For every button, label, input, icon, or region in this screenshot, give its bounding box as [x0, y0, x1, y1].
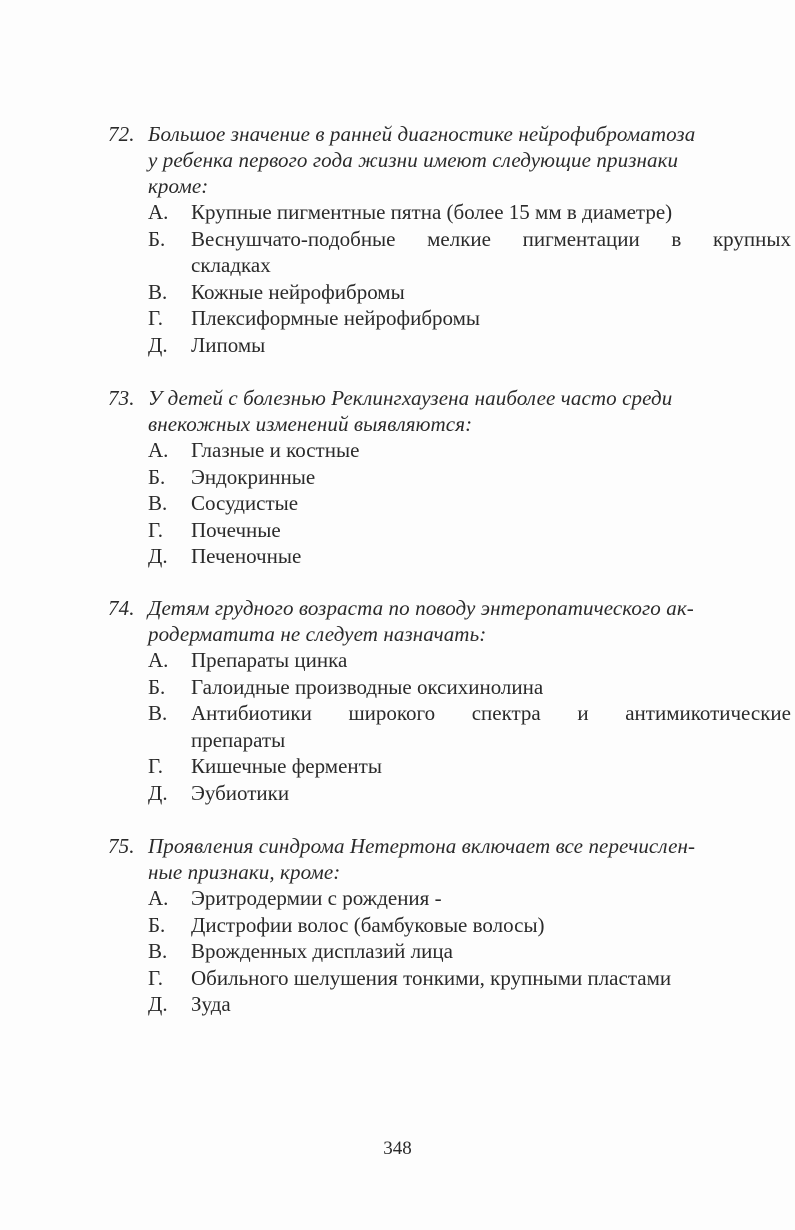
stem-line: ные признаки, кроме: — [148, 860, 341, 884]
option-d — [108, 780, 795, 807]
option-text: Крупные пигментные пятна (более 15 мм в диаметре) — [191, 200, 673, 224]
question-number: 75. — [108, 834, 135, 858]
word: пигментации — [522, 226, 640, 251]
answer-options — [108, 885, 795, 1018]
option-text: Препараты цинка — [191, 648, 348, 672]
option-text: Липомы — [191, 332, 266, 357]
option-letter: Б. — [148, 226, 166, 251]
answer-options — [108, 647, 795, 806]
stem-line: У детей с болезнью Реклингхаузена наиболее часто среди — [148, 386, 673, 410]
option-letter: Д. — [148, 544, 168, 568]
word: и — [577, 701, 589, 725]
option-letter: Д. — [148, 780, 168, 805]
option-b — [108, 464, 795, 491]
option-text-continued: препараты — [191, 727, 286, 752]
option-letter: В. — [148, 279, 168, 304]
option-v — [108, 279, 795, 306]
option-g — [108, 305, 795, 332]
question-stem — [108, 121, 795, 199]
question-stem — [108, 385, 795, 437]
stem-line: родерматита не следует назначать: — [148, 622, 487, 646]
option-v — [108, 490, 795, 517]
question-73 — [108, 385, 795, 570]
option-v — [108, 700, 795, 753]
option-text: Печеночные — [191, 544, 302, 568]
option-letter: Г. — [148, 965, 164, 990]
answer-options — [108, 437, 795, 570]
stem-line: Большое значение в ранней диагностике нейрофиброматоза — [148, 122, 696, 146]
option-text: Обильного шелушения тонкими, крупными пластами — [191, 965, 672, 990]
option-a — [108, 437, 795, 464]
question-72 — [108, 121, 795, 358]
option-text-continued: складках — [191, 253, 271, 277]
option-a — [108, 199, 795, 226]
option-text: Врожденных дисплазий лица — [191, 939, 453, 963]
question-number: 74. — [108, 596, 135, 620]
option-text: Зуда — [191, 992, 231, 1016]
page-number: 348 — [383, 1138, 412, 1159]
option-text: Эубиотики — [191, 780, 290, 805]
option-g — [108, 753, 795, 780]
option-letter: Б. — [148, 464, 166, 489]
question-number: 73. — [108, 386, 135, 410]
option-text — [191, 226, 791, 253]
option-g — [108, 517, 795, 544]
word: мелкие — [427, 226, 491, 251]
option-d — [108, 332, 795, 359]
stem-line: у ребенка первого года жизни имеют следующие признаки — [148, 148, 679, 172]
option-b — [108, 674, 795, 701]
question-74 — [108, 595, 795, 806]
option-b — [108, 912, 795, 939]
word: Веснушчато-подобные — [191, 226, 396, 251]
option-letter: В. — [148, 491, 168, 515]
option-letter: А. — [148, 648, 169, 672]
word: Антибиотики — [191, 701, 312, 725]
option-text: Эндокринные — [191, 464, 316, 489]
option-a — [108, 885, 795, 912]
stem-line: Проявления синдрома Нетертона включает все перечислен- — [148, 834, 696, 858]
question-stem — [108, 833, 795, 885]
option-letter: Д. — [148, 332, 168, 357]
option-text: Дистрофии волос (бамбуковые волосы) — [191, 912, 545, 937]
option-d — [108, 543, 795, 570]
option-text: Эритродермии с рождения - — [191, 886, 442, 910]
word: в — [671, 226, 682, 251]
option-text — [191, 700, 791, 727]
option-letter: Г. — [148, 306, 164, 330]
option-text: Кишечные ферменты — [191, 754, 382, 778]
stem-line: кроме: — [148, 174, 209, 198]
question-75 — [108, 833, 795, 1018]
option-g — [108, 965, 795, 992]
word: крупных — [712, 226, 791, 251]
option-text: Глазные и костные — [191, 438, 360, 462]
question-stem — [108, 595, 795, 647]
option-letter: А. — [148, 438, 169, 462]
option-d — [108, 991, 795, 1018]
answer-options — [108, 199, 795, 358]
stem-line: внекожных изменений выявляются: — [148, 412, 473, 436]
option-letter: А. — [148, 200, 169, 224]
question-number: 72. — [108, 122, 135, 146]
option-text: Плексиформные нейрофибромы — [191, 306, 481, 330]
option-text: Почечные — [191, 517, 281, 542]
option-text: Кожные нейрофибромы — [191, 279, 405, 304]
option-letter: Г. — [148, 754, 164, 778]
option-letter: Б. — [148, 912, 166, 937]
word: спектра — [471, 701, 541, 725]
option-v — [108, 938, 795, 965]
option-letter: Д. — [148, 992, 168, 1016]
word: антимикотические — [625, 701, 791, 725]
option-text: Сосудистые — [191, 491, 299, 515]
option-letter: Г. — [148, 517, 164, 542]
option-text: Галоидные производные оксихинолина — [191, 674, 544, 699]
option-letter: А. — [148, 886, 169, 910]
option-letter: В. — [148, 939, 168, 963]
option-letter: Б. — [148, 674, 166, 699]
option-letter: В. — [148, 701, 168, 725]
option-a — [108, 647, 795, 674]
word: широкого — [348, 701, 436, 725]
stem-line: Детям грудного возраста по поводу энтеропатического ак- — [148, 596, 694, 620]
option-b — [108, 226, 795, 279]
